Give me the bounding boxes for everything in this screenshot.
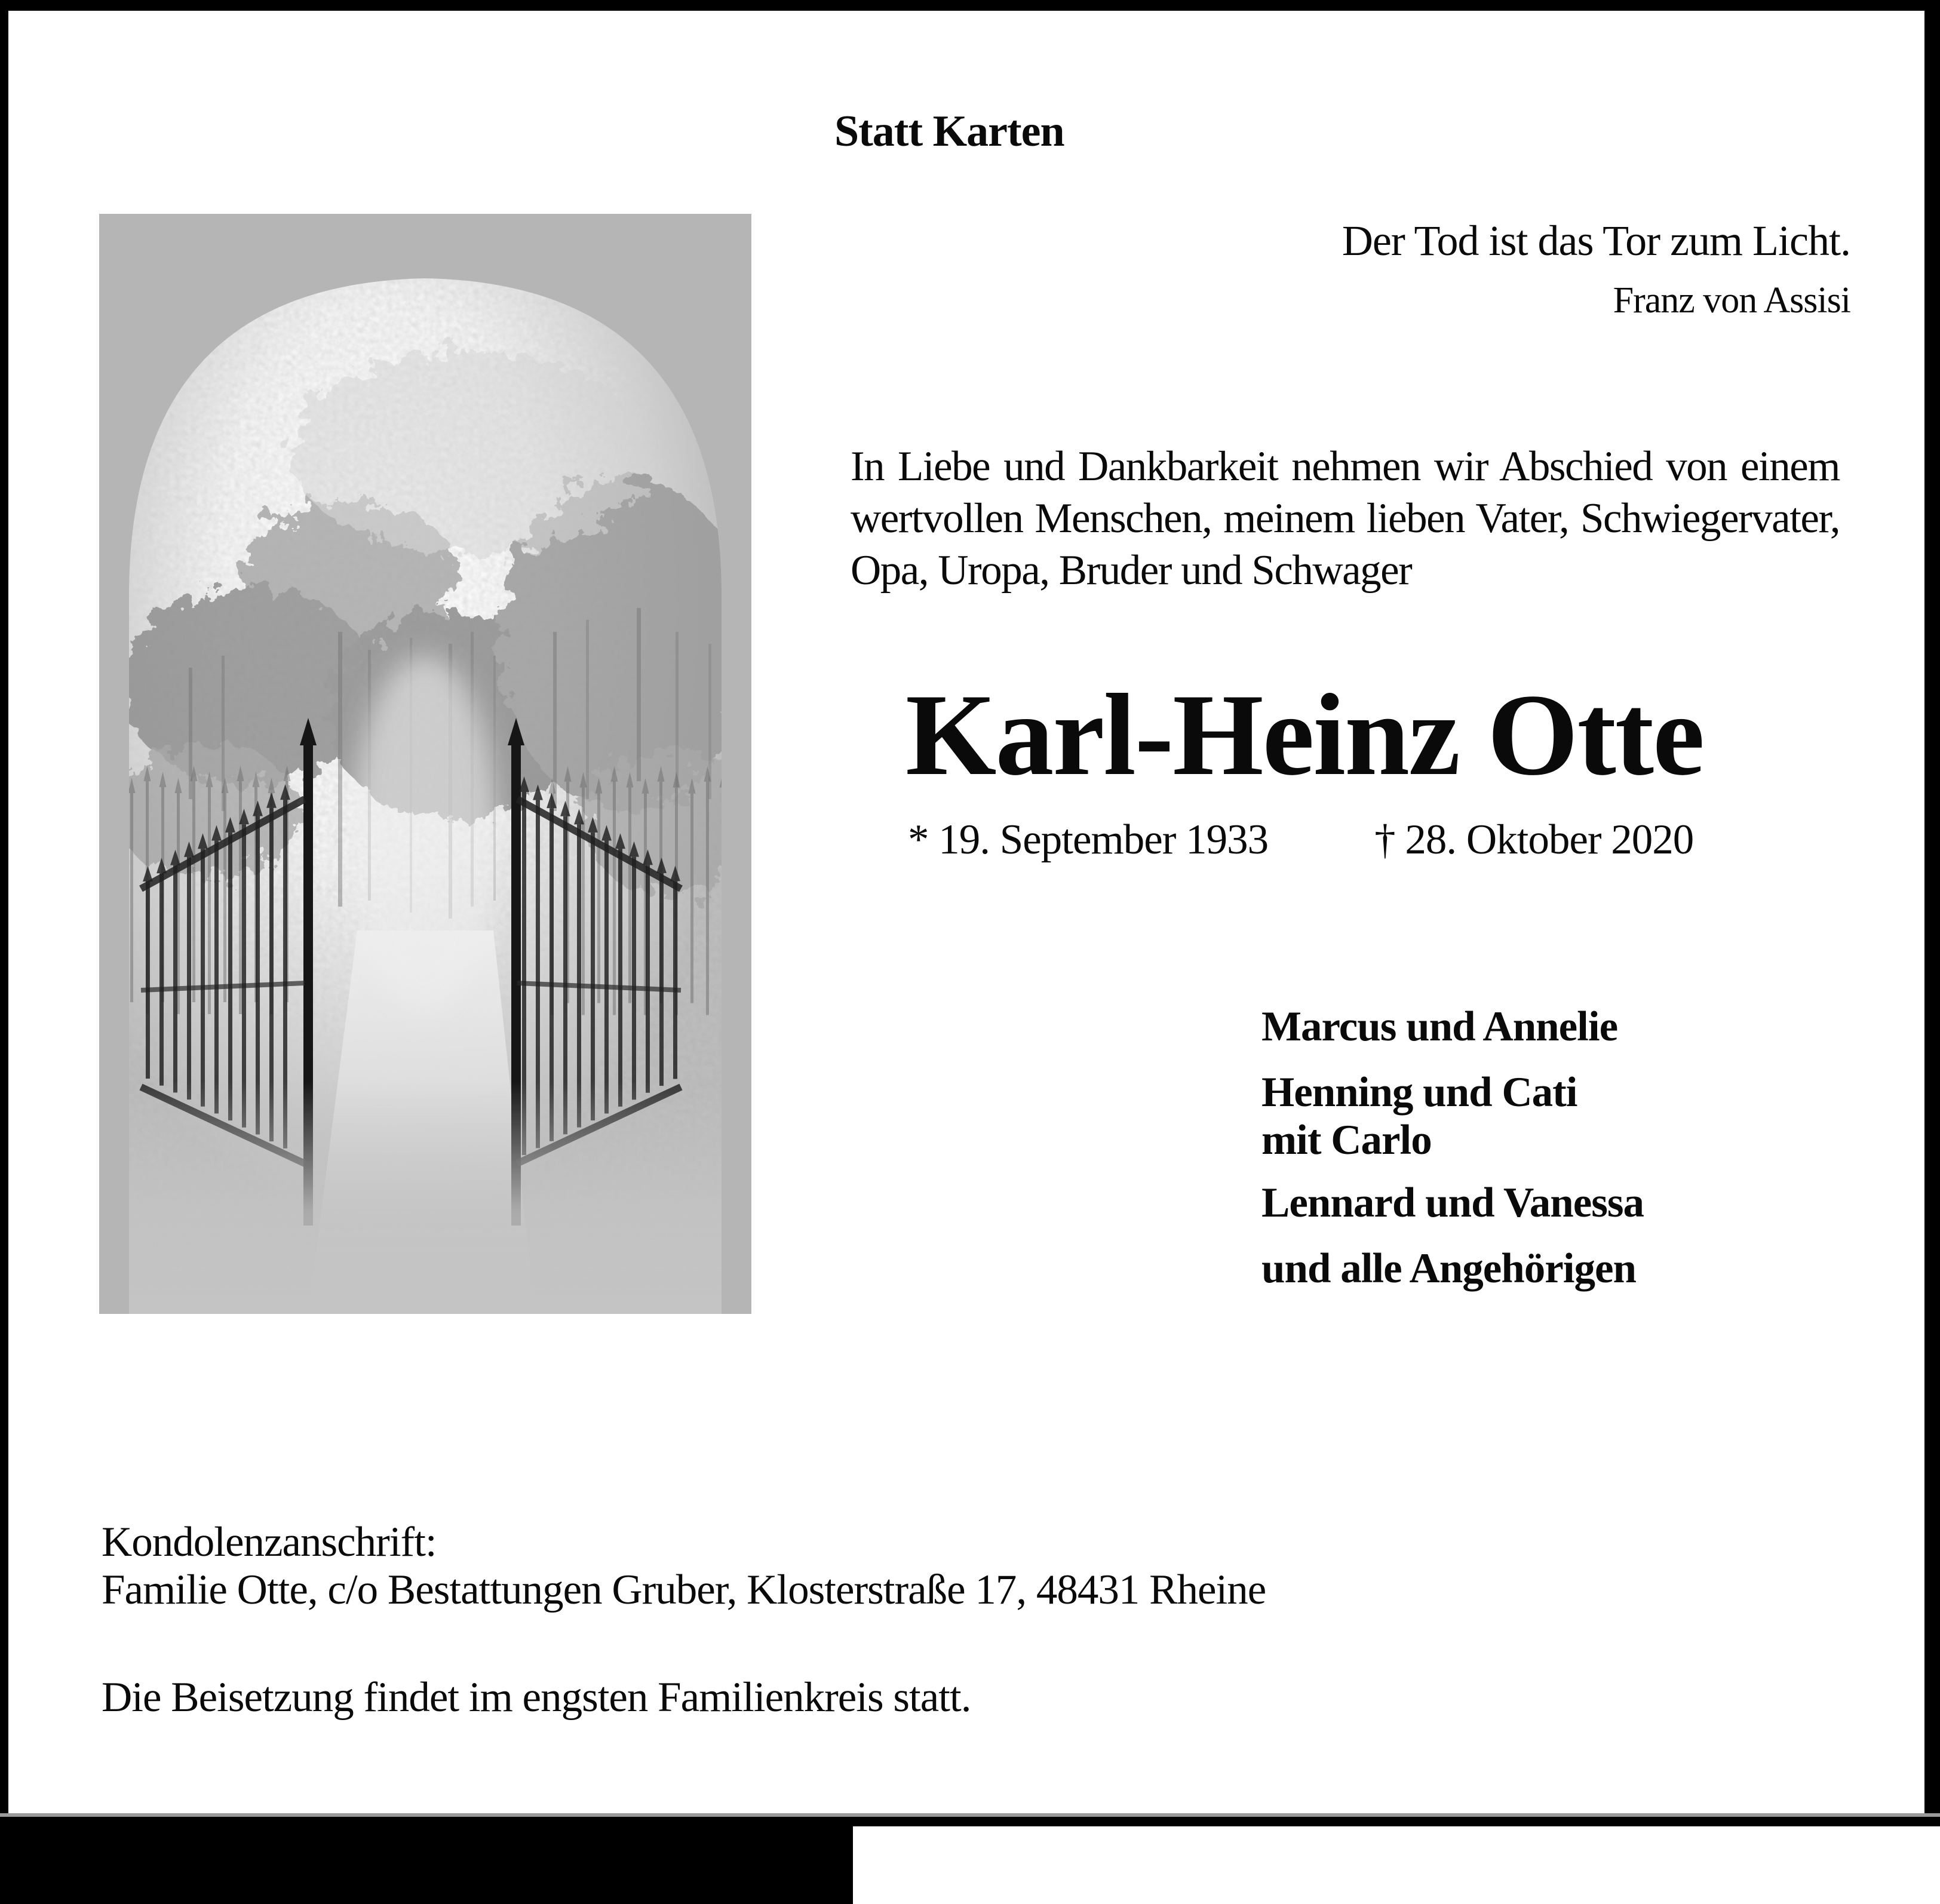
- mourner-line: mit Carlo: [1261, 1117, 1432, 1163]
- quote-attribution: Franz von Assisi: [1613, 280, 1850, 321]
- quote-text: Der Tod ist das Tor zum Licht.: [1342, 217, 1850, 265]
- life-dates: [908, 816, 1693, 864]
- frame-bottom-border: [0, 1817, 1940, 1826]
- death-date: † 28. Oktober 2020: [1374, 816, 1694, 863]
- gate-photo: [99, 214, 751, 1314]
- frame-left-border: [0, 0, 8, 1825]
- mourner-line: Marcus und Annelie: [1261, 1003, 1618, 1050]
- intro-paragraph: In Liebe und Dankbarkeit nehmen wir Abschied von einem wertvollen Menschen, meinem lieben Vater, Schwiegervater, Opa, Uropa, Bruder und Schwager: [851, 443, 1840, 594]
- condolence-label: Kondolenzanschrift:: [102, 1519, 437, 1565]
- frame-right-border: [1924, 0, 1940, 1825]
- birth-date: * 19. September 1933: [908, 816, 1269, 863]
- gate-photo-svg: [99, 214, 751, 1314]
- burial-note: Die Beisetzung findet im engsten Familienkreis statt.: [102, 1674, 971, 1721]
- mourner-line: Lennard und Vanessa: [1261, 1180, 1644, 1226]
- mourner-line: und alle Angehörigen: [1261, 1245, 1637, 1292]
- condolence-address: Familie Otte, c/o Bestattungen Gruber, Klosterstraße 17, 48431 Rheine: [102, 1567, 1266, 1613]
- deceased-name: Karl-Heinz Otte: [905, 670, 1704, 800]
- adjacent-clipping-black-area: [0, 1826, 853, 1904]
- frame-top-border: [0, 0, 1940, 11]
- mourner-list: [1261, 1003, 1644, 1292]
- mourner-line: Henning und Cati: [1261, 1069, 1577, 1116]
- statt-karten-label: Statt Karten: [834, 107, 1064, 156]
